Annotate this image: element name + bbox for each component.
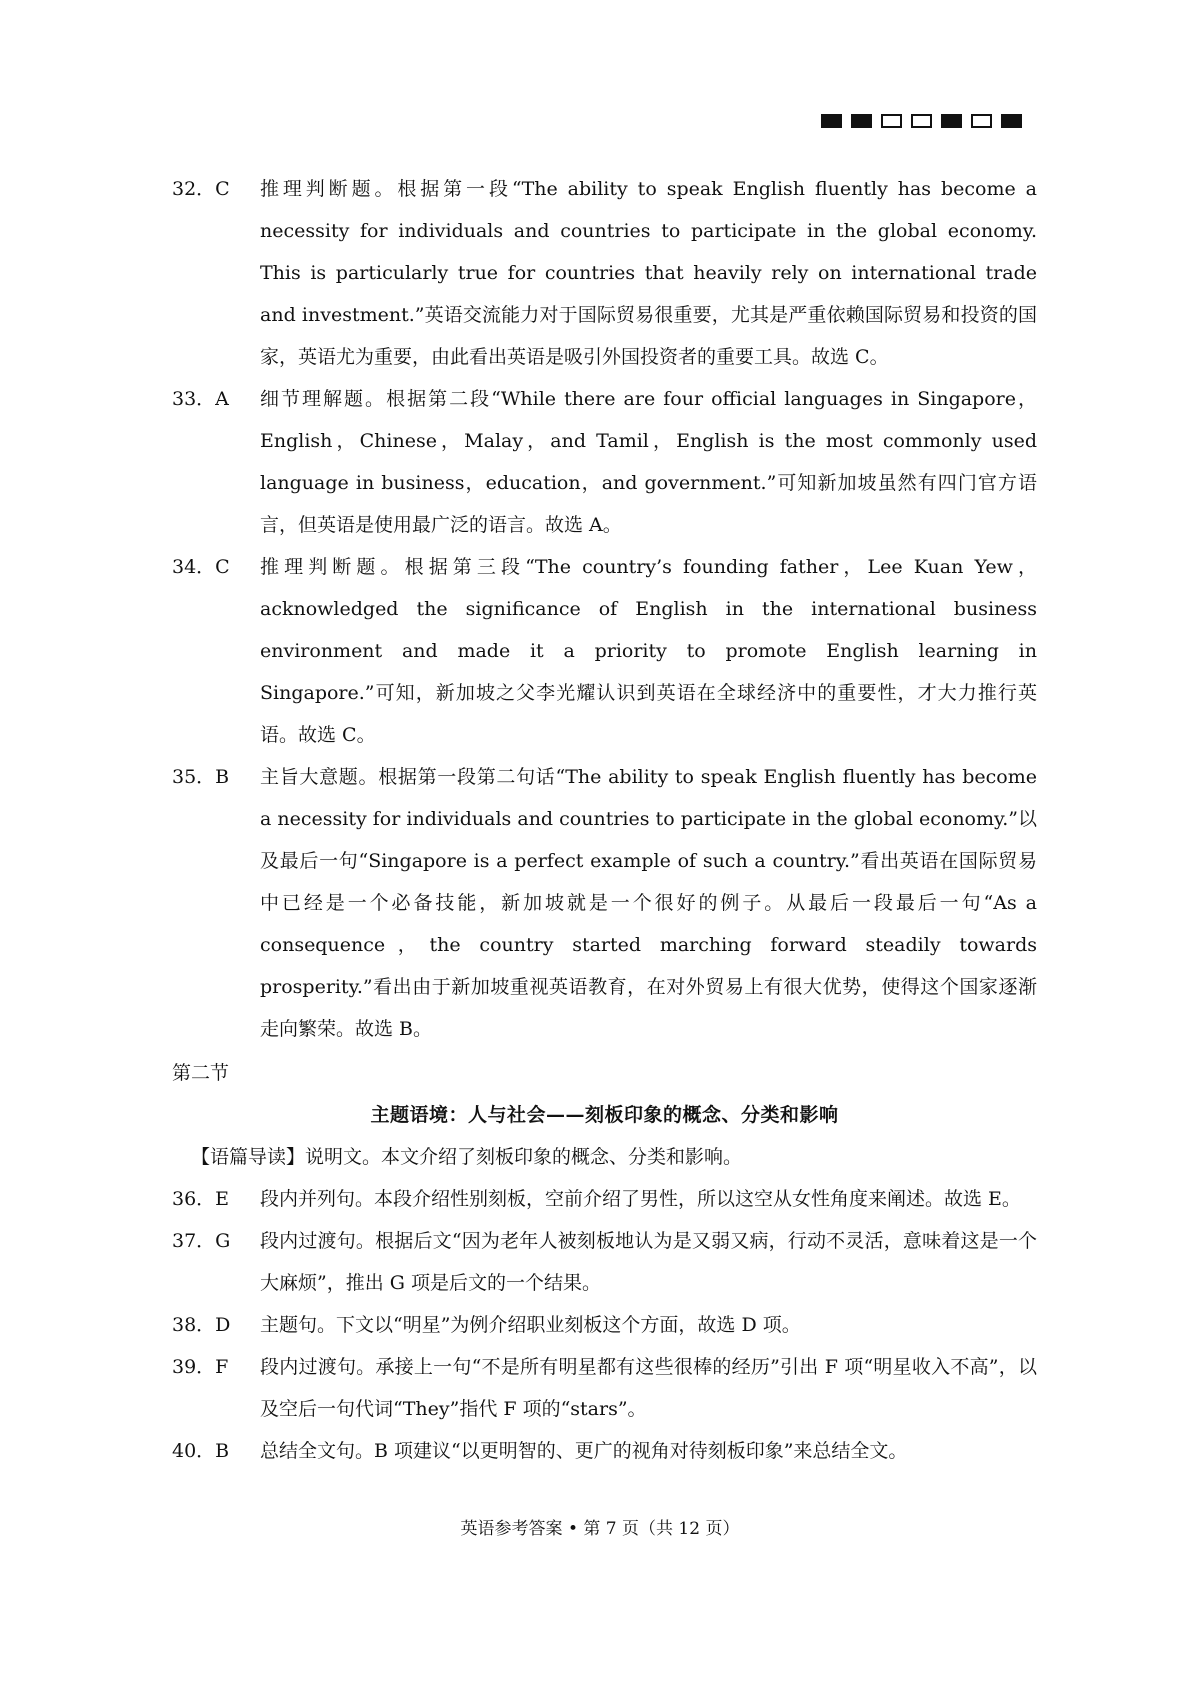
section-theme: 主题语境：人与社会——刻板印象的概念、分类和影响 <box>370 1104 839 1126</box>
answer-item <box>172 1304 1037 1346</box>
answer-item <box>172 1430 1037 1472</box>
answer-number: 34．C <box>172 556 230 578</box>
answer-item <box>172 378 1037 546</box>
answer-number: 32．C <box>172 178 230 200</box>
answer-explanation: 推理判断题。根据第一段“The ability to speak English fluently has become a necessity for individuals and countries to participate in the global economy. This is particularly true for countries that heavily rely on international trade and investment.”英语交流能力对于国际贸易很重要，尤其是严重依赖国际贸易和投资的国家，英语尤为重要，由此看出英语是吸引外国投资者的重要工具。故选 C。 <box>260 178 1037 368</box>
header-mark <box>971 114 992 128</box>
answer-content <box>172 168 1037 1472</box>
answer-item <box>172 1346 1037 1430</box>
header-mark <box>1001 114 1022 128</box>
header-mark <box>911 114 932 128</box>
answer-explanation: 主题句。下文以“明星”为例介绍职业刻板这个方面，故选 D 项。 <box>260 1314 801 1336</box>
answer-explanation: 段内过渡句。承接上一句“不是所有明星都有这些很棒的经历”引出 F 项“明星收入不高”，以及空后一句代词“They”指代 F 项的“stars”。 <box>260 1356 1037 1420</box>
header-mark <box>941 114 962 128</box>
answer-number: 40．B <box>172 1440 230 1462</box>
page-footer: 英语参考答案 • 第 7 页（共 12 页） <box>460 1519 740 1539</box>
answer-explanation: 总结全文句。B 项建议“以更明智的、更广的视角对待刻板印象”来总结全文。 <box>260 1440 908 1462</box>
answer-item <box>172 1220 1037 1304</box>
answer-explanation: 段内并列句。本段介绍性别刻板，空前介绍了男性，所以这空从女性角度来阐述。故选 E。 <box>260 1188 1021 1210</box>
header-mark <box>821 114 842 128</box>
answer-explanation: 细节理解题。根据第二段“While there are four official languages in Singapore，English，Chinese，Malay，and Tamil，English is the most commonly used language in business，education，and government.”可知新加坡虽然有四门官方语言，但英语是使用最广泛的语言。故选 A。 <box>260 388 1037 536</box>
answer-number: 38．D <box>172 1314 231 1336</box>
header-marks <box>821 114 1022 128</box>
answer-number: 36．E <box>172 1188 230 1210</box>
answer-number: 39．F <box>172 1356 229 1378</box>
answer-number: 33．A <box>172 388 229 410</box>
section-label: 第二节 <box>172 1062 230 1084</box>
answer-explanation: 主旨大意题。根据第一段第二句话“The ability to speak English fluently has become a necessity for individuals and countries to participate in the global economy.”以及最后一句“Singapore is a perfect example of such a country.”看出英语在国际贸易中已经是一个必备技能，新加坡就是一个很好的例子。从最后一段最后一句“As a consequence，the country started marching forward steadily towards prosperity.”看出由于新加坡重视英语教育，在对外贸易上有很大优势，使得这个国家逐渐走向繁荣。故选 B。 <box>260 766 1037 1040</box>
section-intro: 【语篇导读】说明文。本文介绍了刻板印象的概念、分类和影响。 <box>191 1146 743 1168</box>
header-mark <box>851 114 872 128</box>
answer-explanation: 推理判断题。根据第三段“The country’s founding father，Lee Kuan Yew，acknowledged the significance of English in the international business environment and made it a priority to promote English learning in Singapore.”可知，新加坡之父李光耀认识到英语在全球经济中的重要性，才大力推行英语。故选 C。 <box>260 556 1037 746</box>
answer-number: 37．G <box>172 1230 231 1252</box>
answer-explanation: 段内过渡句。根据后文“因为老年人被刻板地认为是又弱又病，行动不灵活，意味着这是一个大麻烦”，推出 G 项是后文的一个结果。 <box>260 1230 1037 1294</box>
answer-item <box>172 546 1037 756</box>
answer-item <box>172 1178 1037 1220</box>
header-mark <box>881 114 902 128</box>
answer-item <box>172 756 1037 1050</box>
answer-item <box>172 168 1037 378</box>
answer-number: 35．B <box>172 766 230 788</box>
